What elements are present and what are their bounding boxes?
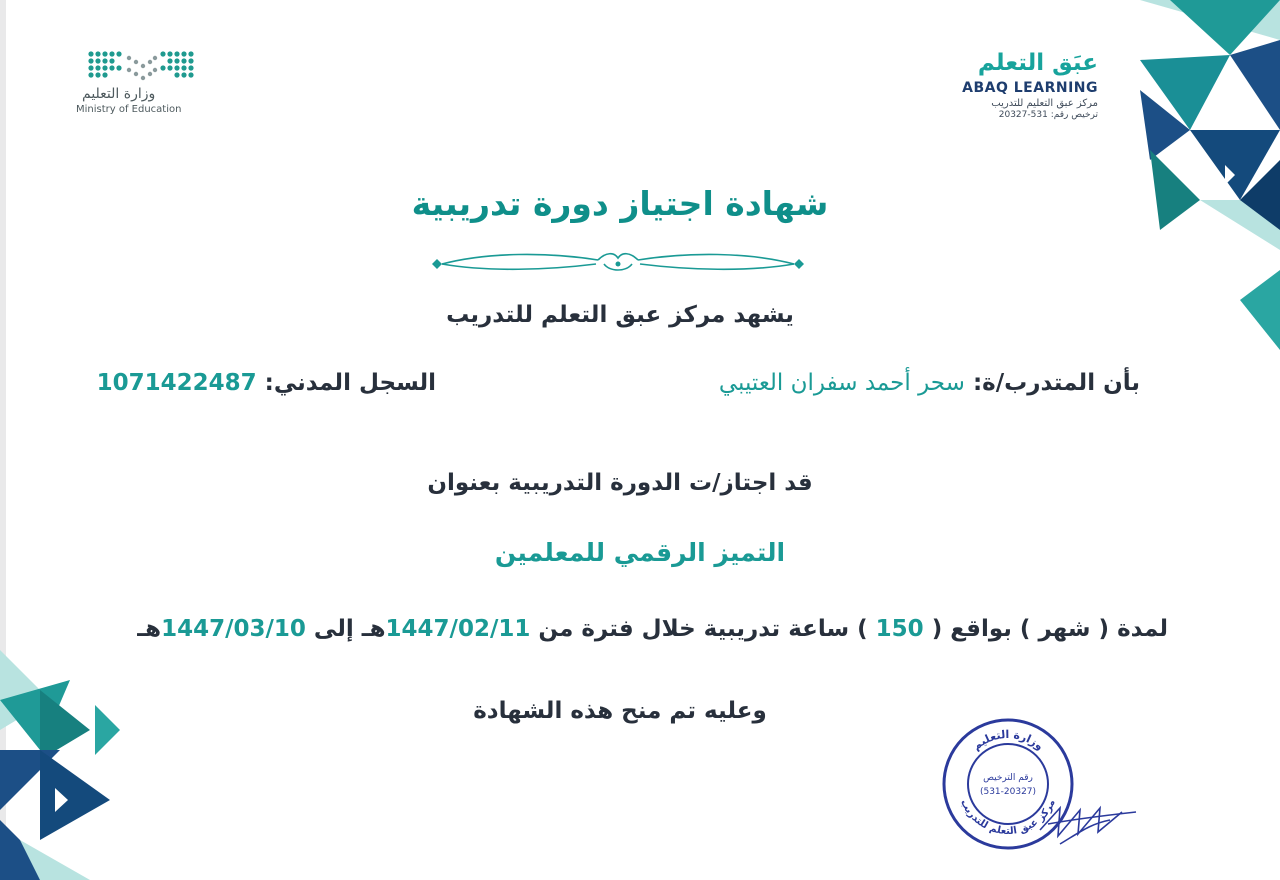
official-stamp (940, 712, 1150, 866)
stamp-license-number: (531-20327) (979, 787, 1037, 797)
stamp-license-label: رقم الترخيص (983, 773, 1033, 783)
center-subtitle: مركز عبق التعليم للتدريب (991, 98, 1098, 109)
duration-line (100, 616, 1168, 642)
witness-line: يشهد مركز عبق التعلم للتدريب (446, 302, 794, 328)
civil-number: 1071422487 (96, 370, 257, 396)
passed-line: قد اجتاز/ت الدورة التدريبية بعنوان (427, 470, 813, 496)
corner-decoration-bottom-left (0, 640, 150, 880)
training-hours: 150 (875, 616, 924, 642)
stamp-ring-top: وزارة التعليم (969, 727, 1047, 753)
ornament-divider (428, 248, 808, 282)
ministry-name-ar: وزارة التعليم (82, 86, 156, 102)
from-date: 1447/02/11 (385, 616, 531, 642)
trainee-label: بأن المتدرب/ة: (972, 370, 1140, 396)
corner-decoration-top-right (1110, 0, 1280, 360)
ministry-dots-icon (85, 48, 197, 82)
center-license: ترخيص رقم: 531-20327 (998, 110, 1098, 120)
civil-label: السجل المدني: (264, 370, 436, 396)
duration-prefix: لمدة ( شهر ) بواقع ( (931, 616, 1168, 642)
to-word: هـ إلى (313, 616, 386, 642)
duration-mid: ) ساعة تدريبية خلال فترة من (538, 616, 868, 642)
civil-record-row (90, 370, 436, 396)
center-name-ar: عبَق التعلم (977, 50, 1098, 76)
ministry-logo (76, 48, 206, 115)
ministry-name-en: Ministry of Education (76, 104, 182, 115)
certificate-title: شهادة اجتياز دورة تدريبية (411, 184, 829, 223)
stamp-ring-bottom: مركز عبق التعلم للتدريب (958, 797, 1058, 838)
course-title: التميز الرقمي للمعلمين (494, 538, 786, 567)
trainee-row (640, 370, 1140, 396)
center-logo (948, 50, 1098, 120)
to-date: 1447/03/10 (161, 616, 306, 642)
granted-line: وعليه تم منح هذه الشهادة (473, 698, 767, 724)
trainee-name: سحر أحمد سفران العتيبي (718, 370, 965, 396)
center-name-en: ABAQ LEARNING (962, 80, 1098, 96)
hijri-suffix: هـ (137, 616, 162, 642)
